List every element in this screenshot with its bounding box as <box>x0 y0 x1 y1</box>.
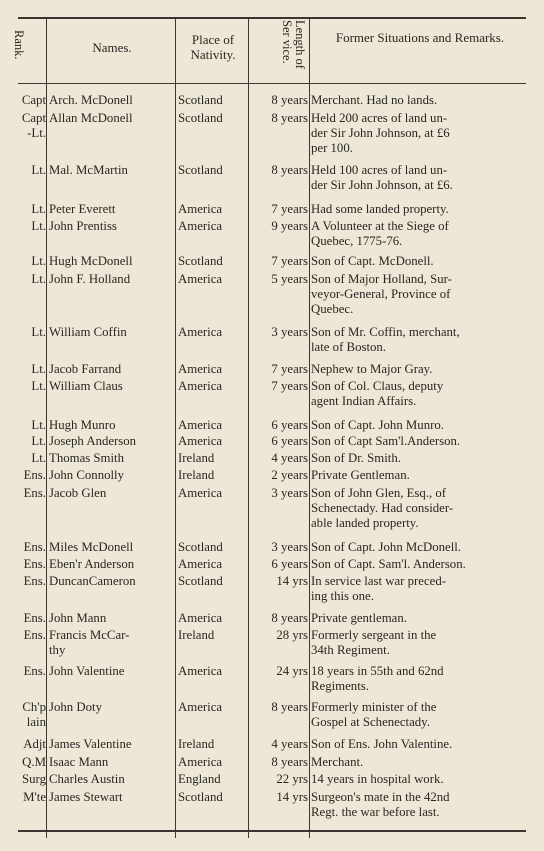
rank-cell-line: Ens. <box>23 468 46 482</box>
remarks-cell <box>311 611 531 626</box>
name-cell <box>49 628 175 658</box>
rank-cell-line: Lt. <box>31 254 46 268</box>
remarks-cell-line: Formerly sergeant in the <box>311 628 437 642</box>
remarks-cell-line: 18 years in 55th and 62nd <box>311 664 444 678</box>
rank-cell-line: Lt. <box>31 219 46 233</box>
place-cell: America <box>178 664 223 678</box>
name-cell <box>49 700 175 715</box>
name-cell <box>49 418 175 433</box>
rank-cell <box>2 379 46 394</box>
name-cell <box>49 737 175 752</box>
name-cell-line: Joseph Anderson <box>49 434 137 448</box>
rank-cell <box>2 362 46 377</box>
remarks-cell-line: Quebec. <box>311 302 354 317</box>
length-cell: 3 years <box>271 540 308 554</box>
remarks-cell-line: Son of Capt. John Munro. <box>311 418 444 432</box>
length-cell: 14 yrs <box>276 574 308 588</box>
rank-cell <box>2 111 46 141</box>
name-cell <box>49 468 175 483</box>
length-cell: 8 years <box>271 111 308 125</box>
name-cell <box>49 540 175 555</box>
remarks-cell-line: Schenectady. Had consider- <box>311 501 454 516</box>
name-cell-line: Thomas Smith <box>49 451 125 465</box>
remarks-cell-line: Son of Dr. Smith. <box>311 451 401 465</box>
length-cell: 9 years <box>271 219 308 233</box>
name-cell-line: John Mann <box>49 611 107 625</box>
place-cell: America <box>178 202 223 216</box>
remarks-cell <box>311 418 531 433</box>
remarks-cell <box>311 219 531 249</box>
remarks-cell <box>311 468 531 483</box>
name-cell-line: John Connolly <box>49 468 125 482</box>
header-rank: Rank. <box>12 30 26 60</box>
name-cell-line: Eben'r Anderson <box>49 557 135 571</box>
remarks-cell <box>311 737 531 752</box>
name-cell <box>49 93 175 108</box>
remarks-cell-line: Son of Capt. John McDonell. <box>311 540 462 554</box>
place-cell: America <box>178 418 223 432</box>
length-cell: 22 yrs <box>276 772 308 786</box>
place-cell: America <box>178 557 223 571</box>
remarks-cell-line: der Sir John Johnson, at £6 <box>311 126 450 141</box>
place-cell: Scotland <box>178 93 223 107</box>
rank-cell-line: Ens. <box>23 628 46 642</box>
rank-cell <box>2 628 46 643</box>
name-cell-line: James Valentine <box>49 737 132 751</box>
remarks-cell-line: Private gentleman. <box>311 611 407 625</box>
name-cell-line: Hugh McDonell <box>49 254 133 268</box>
name-cell-line: Mal. McMartin <box>49 163 128 177</box>
place-cell: Scotland <box>178 540 223 554</box>
rank-cell <box>2 755 46 770</box>
name-cell <box>49 574 175 589</box>
remarks-cell-line: Son of Capt Sam'l.Anderson. <box>311 434 461 448</box>
name-cell <box>49 362 175 377</box>
name-cell <box>49 219 175 234</box>
length-cell: 8 years <box>271 755 308 769</box>
rank-cell-line: Q.M <box>22 755 46 769</box>
length-cell: 7 years <box>271 254 308 268</box>
rank-cell-line: Lt. <box>31 451 46 465</box>
remarks-cell <box>311 451 531 466</box>
remarks-cell-line: 14 years in hospital work. <box>311 772 444 786</box>
remarks-cell <box>311 362 531 377</box>
remarks-cell-line: Surgeon's mate in the 42nd <box>311 790 450 804</box>
place-cell: America <box>178 700 223 714</box>
remarks-cell-line: Formerly minister of the <box>311 700 437 714</box>
length-cell: 6 years <box>271 434 308 448</box>
rank-cell <box>2 540 46 555</box>
length-cell: 5 years <box>271 272 308 286</box>
name-cell-line: Francis McCar- <box>49 628 130 642</box>
rank-cell-line: Capt <box>21 111 46 125</box>
name-cell <box>49 664 175 679</box>
length-cell: 6 years <box>271 418 308 432</box>
place-cell: Scotland <box>178 163 223 177</box>
name-cell <box>49 755 175 770</box>
name-cell-line: Hugh Munro <box>49 418 116 432</box>
rank-cell-line: Lt. <box>31 163 46 177</box>
length-cell: 8 years <box>271 700 308 714</box>
remarks-cell <box>311 574 531 604</box>
length-cell: 3 years <box>271 325 308 339</box>
rank-cell <box>2 254 46 269</box>
rank-cell <box>2 163 46 178</box>
remarks-cell-line: Had some landed property. <box>311 202 449 216</box>
remarks-cell-line: per 100. <box>311 141 353 156</box>
rank-cell-line: Capt <box>21 93 46 107</box>
length-cell: 28 yrs <box>276 628 308 642</box>
remarks-cell-line: Held 200 acres of land un- <box>311 111 448 125</box>
name-cell-line: Allan McDonell <box>49 111 133 125</box>
name-cell <box>49 272 175 287</box>
remarks-cell <box>311 163 531 193</box>
rank-cell <box>2 418 46 433</box>
name-cell <box>49 557 175 572</box>
remarks-cell-line: veyor-General, Province of <box>311 287 451 302</box>
remarks-cell-line: Merchant. Had no lands. <box>311 93 438 107</box>
remarks-cell <box>311 486 531 532</box>
rank-cell-line: Ens. <box>23 574 46 588</box>
rank-cell-line: Lt. <box>31 434 46 448</box>
rank-cell-line: Adjt <box>23 737 46 751</box>
place-cell: America <box>178 379 223 393</box>
remarks-cell <box>311 664 531 694</box>
header-length: Length of Ser vice. <box>280 20 307 69</box>
rank-cell-line: M'te <box>23 790 46 804</box>
remarks-cell-line: Son of Mr. Coffin, merchant, <box>311 325 460 339</box>
remarks-cell-line: ing this one. <box>311 589 374 604</box>
name-cell-line: Miles McDonell <box>49 540 134 554</box>
place-cell: Ireland <box>178 628 215 642</box>
rank-cell <box>2 557 46 572</box>
place-cell: Scotland <box>178 111 223 125</box>
remarks-cell-line: Held 100 acres of land un- <box>311 163 448 177</box>
remarks-cell-line: 34th Regiment. <box>311 643 390 658</box>
name-cell-line: Arch. McDonell <box>49 93 133 107</box>
name-cell <box>49 434 175 449</box>
place-cell: America <box>178 611 223 625</box>
remarks-cell-line: Merchant. <box>311 755 364 769</box>
remarks-cell <box>311 325 531 355</box>
place-cell: England <box>178 772 221 786</box>
name-cell-line: James Stewart <box>49 790 123 804</box>
length-cell: 4 years <box>271 737 308 751</box>
rank-cell-line: Ch'p <box>22 700 46 714</box>
rank-cell-line: Ens. <box>23 540 46 554</box>
name-cell <box>49 254 175 269</box>
place-cell: America <box>178 272 223 286</box>
remarks-cell-line: Regiments. <box>311 679 369 694</box>
name-cell-line: thy <box>49 643 66 658</box>
length-cell: 7 years <box>271 202 308 216</box>
name-cell <box>49 611 175 626</box>
header-place: Place of Nativity. <box>190 32 236 62</box>
rank-cell <box>2 451 46 466</box>
name-cell <box>49 772 175 787</box>
name-cell <box>49 486 175 501</box>
column-divider <box>175 18 176 838</box>
length-cell: 4 years <box>271 451 308 465</box>
remarks-cell <box>311 755 531 770</box>
remarks-cell <box>311 772 531 787</box>
remarks-cell-line: agent Indian Affairs. <box>311 394 417 409</box>
name-cell-line: Peter Everett <box>49 202 116 216</box>
place-cell: America <box>178 486 223 500</box>
remarks-cell-line: A Volunteer at the Siege of <box>311 219 449 233</box>
name-cell-line: John Valentine <box>49 664 125 678</box>
remarks-cell-line: Son of John Glen, Esq., of <box>311 486 447 500</box>
top-rule <box>18 17 526 19</box>
name-cell <box>49 111 175 126</box>
name-cell <box>49 790 175 805</box>
remarks-cell-line: der Sir John Johnson, at £6. <box>311 178 453 193</box>
name-cell-line: Charles Austin <box>49 772 125 786</box>
name-cell <box>49 325 175 340</box>
remarks-cell-line: Son of Major Holland, Sur- <box>311 272 452 286</box>
place-cell: America <box>178 325 223 339</box>
remarks-cell <box>311 540 531 555</box>
name-cell <box>49 379 175 394</box>
remarks-cell <box>311 628 531 658</box>
place-cell: Ireland <box>178 468 215 482</box>
rank-cell <box>2 574 46 589</box>
remarks-cell-line: Son of Capt. McDonell. <box>311 254 434 268</box>
remarks-cell <box>311 700 531 730</box>
rank-cell <box>2 434 46 449</box>
name-cell-line: DuncanCameron <box>49 574 136 588</box>
remarks-cell <box>311 379 531 409</box>
length-cell: 7 years <box>271 362 308 376</box>
rank-cell-line: lain <box>26 715 46 730</box>
rank-cell <box>2 790 46 805</box>
remarks-cell-line: Son of Capt. Sam'l. Anderson. <box>311 557 466 571</box>
rank-cell <box>2 772 46 787</box>
length-cell: 8 years <box>271 163 308 177</box>
remarks-cell <box>311 202 531 217</box>
length-cell: 6 years <box>271 557 308 571</box>
rank-cell-line: Lt. <box>31 325 46 339</box>
rank-cell-line: Ens. <box>23 611 46 625</box>
name-cell <box>49 202 175 217</box>
place-cell: America <box>178 755 223 769</box>
rank-cell-line: Lt. <box>31 379 46 393</box>
place-cell: Scotland <box>178 254 223 268</box>
remarks-cell-line: Son of Col. Claus, deputy <box>311 379 444 393</box>
length-cell: 3 years <box>271 486 308 500</box>
rank-cell <box>2 486 46 501</box>
rank-cell-line: Lt. <box>31 362 46 376</box>
length-cell: 7 years <box>271 379 308 393</box>
remarks-cell-line: Regt. the war before last. <box>311 805 440 820</box>
remarks-cell-line: Gospel at Schenectady. <box>311 715 430 730</box>
length-cell: 2 years <box>271 468 308 482</box>
rank-cell-line: Surg <box>22 772 46 786</box>
name-cell-line: Jacob Farrand <box>49 362 122 376</box>
rank-cell-line: Lt. <box>31 272 46 286</box>
place-cell: Ireland <box>178 451 215 465</box>
length-cell: 8 years <box>271 93 308 107</box>
name-cell <box>49 451 175 466</box>
place-cell: Scotland <box>178 574 223 588</box>
length-cell: 24 yrs <box>276 664 308 678</box>
place-cell: Scotland <box>178 790 223 804</box>
remarks-cell-line: able landed property. <box>311 516 419 531</box>
remarks-cell <box>311 254 531 269</box>
name-cell <box>49 163 175 178</box>
remarks-cell-line: Quebec, 1775-76. <box>311 234 403 249</box>
name-cell-line: John Prentiss <box>49 219 117 233</box>
bottom-rule <box>18 830 526 832</box>
remarks-cell-line: Private Gentleman. <box>311 468 410 482</box>
header-remarks: Former Situations and Remarks. <box>335 30 505 45</box>
header-names: Names. <box>92 40 132 55</box>
rank-cell-line: Ens. <box>23 557 46 571</box>
place-cell: Ireland <box>178 737 215 751</box>
remarks-cell <box>311 790 531 820</box>
rank-cell <box>2 611 46 626</box>
rank-cell <box>2 664 46 679</box>
name-cell-line: William Claus <box>49 379 123 393</box>
rank-cell <box>2 202 46 217</box>
place-cell: America <box>178 434 223 448</box>
name-cell-line: William Coffin <box>49 325 127 339</box>
length-cell: 14 yrs <box>276 790 308 804</box>
rank-cell <box>2 325 46 340</box>
remarks-cell <box>311 557 531 572</box>
column-divider <box>309 18 310 838</box>
rank-cell <box>2 93 46 108</box>
remarks-cell-line: In service last war preced- <box>311 574 447 588</box>
length-cell: 8 years <box>271 611 308 625</box>
remarks-cell <box>311 111 531 157</box>
rank-cell-line: Ens. <box>23 486 46 500</box>
name-cell-line: Isaac Mann <box>49 755 109 769</box>
rank-cell <box>2 468 46 483</box>
rank-cell-line: Lt. <box>31 202 46 216</box>
remarks-cell <box>311 272 531 318</box>
name-cell-line: Jacob Glen <box>49 486 107 500</box>
rank-cell <box>2 272 46 287</box>
place-cell: America <box>178 219 223 233</box>
remarks-cell <box>311 93 531 108</box>
name-cell-line: John F. Holland <box>49 272 131 286</box>
column-divider <box>46 18 47 838</box>
rank-cell <box>2 219 46 234</box>
rank-cell <box>2 700 46 730</box>
remarks-cell-line: Son of Ens. John Valentine. <box>311 737 453 751</box>
rank-cell-line: Lt. <box>31 418 46 432</box>
rank-cell-line: -Lt. <box>27 126 46 141</box>
place-cell: America <box>178 362 223 376</box>
remarks-cell-line: Nephew to Major Gray. <box>311 362 433 376</box>
rank-cell-line: Ens. <box>23 664 46 678</box>
name-cell-line: John Doty <box>49 700 102 714</box>
remarks-cell <box>311 434 531 449</box>
rank-cell <box>2 737 46 752</box>
remarks-cell-line: late of Boston. <box>311 340 386 355</box>
